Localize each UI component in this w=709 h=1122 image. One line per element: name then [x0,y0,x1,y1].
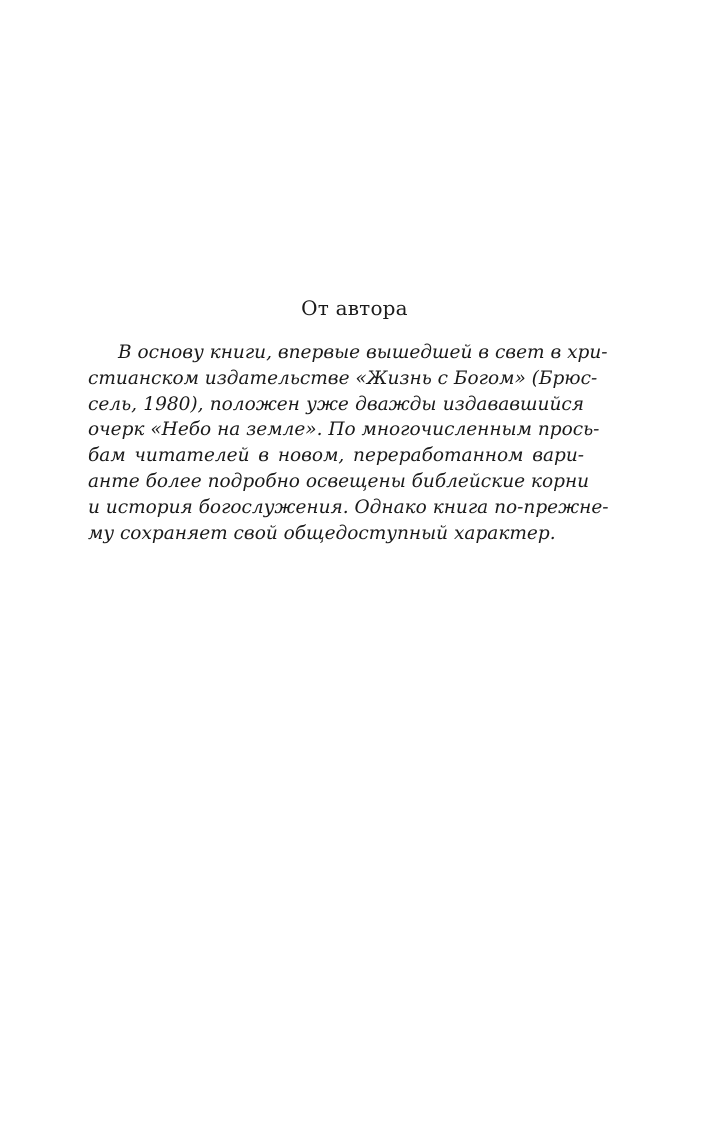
section-heading: От автора [301,296,408,320]
paragraph-line: В основу книги, впервые вышедшей в свет в хри- [118,342,608,363]
paragraph-line: анте более подробно освещены библейские корни [88,470,590,492]
paragraph-line: сель, 1980), положен уже дважды издававшийся [88,393,584,415]
paragraph-line: очерк «Небо на земле». По многочисленным прось- [88,419,600,441]
paragraph-line: му сохраняет свой общедоступный характер. [88,522,556,544]
paragraph-line: стианском издательстве «Жизнь с Богом» (Брюс- [88,367,598,389]
paragraph-line: бам читателей в новом, переработанном вари- [88,445,584,467]
author-preface-paragraph [88,340,609,546]
paragraph-line: и история богослужения. Однако книга по-прежне- [88,496,609,518]
